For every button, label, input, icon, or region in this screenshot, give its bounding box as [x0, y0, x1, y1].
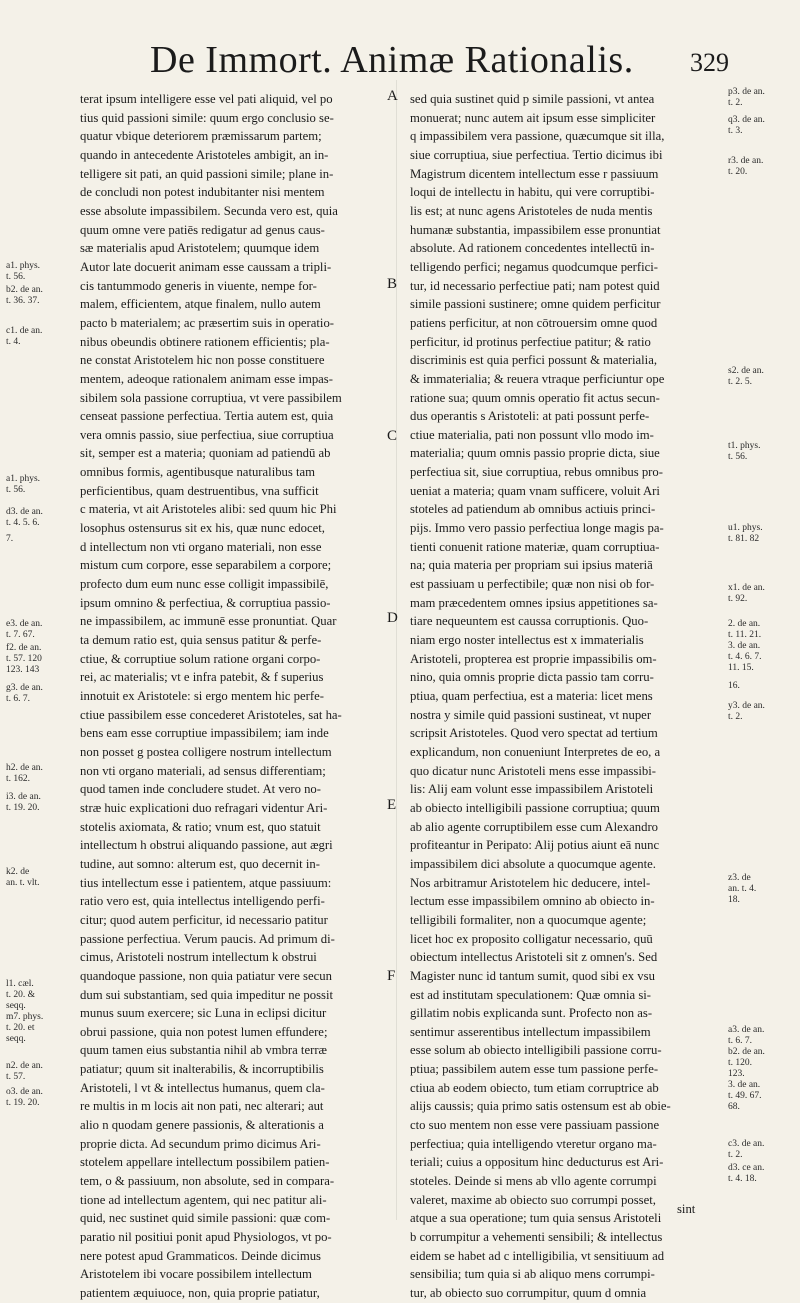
- left-marginal-note: a1. phys.: [6, 261, 41, 271]
- right-column-line: stoteles ad patiendum ab omnibus actiuis princi-: [410, 502, 656, 517]
- left-column-line: tione ad intellectum agentem, qui nec patitur ali-: [80, 1192, 327, 1207]
- right-column-line: atque a sua operatione; tum quia sensus Aristoteli: [410, 1211, 662, 1226]
- right-column-line: ab alio agente corruptibilem esse cum Alexandro: [410, 819, 659, 834]
- left-column-line: nere potest apud Grammaticos. Deinde dicimus: [80, 1248, 321, 1263]
- section-letter: A: [387, 88, 398, 104]
- left-column-line: Aristoteli, l vt & intellectus humanus, quem cla-: [80, 1080, 325, 1095]
- left-column-line: cimus, Aristoteli nostrum intellectum k obstrui: [80, 950, 317, 965]
- right-marginal-note: 18.: [728, 895, 740, 905]
- left-column-line: terat ipsum intelligere esse vel pati aliquid, vel po: [80, 92, 333, 106]
- right-column-line: est ad institutam speculationem: Quæ omnia si-: [410, 987, 652, 1002]
- left-column-line: quum tamen eius substantia nihil ab vmbra terræ: [80, 1043, 328, 1058]
- section-letter: C: [387, 428, 398, 444]
- right-column-line: profiteantur in Peripato: Alij potius aiunt eā nunc: [410, 838, 660, 853]
- right-column-line: lectum esse impassibilem omnino ab obiecto in-: [410, 894, 655, 909]
- left-column-line: paratio nil positiui ponit apud Physiologos, vt po-: [80, 1230, 332, 1245]
- left-column-line: c materia, vt ait Aristoteles alibi: sed quum hic Phi: [80, 502, 337, 517]
- left-marginal-note: t. 6. 7.: [6, 694, 31, 704]
- right-marginal-note: 16.: [728, 681, 740, 691]
- right-column-line: lis est; at nunc agens Aristoteles de nuda mentis: [410, 203, 653, 218]
- right-column-line: stoteles. Deinde si mens ab vllo agente corrumpi: [410, 1174, 657, 1189]
- right-column-line: telligendo perfici; negamus quodcumque perfici-: [410, 259, 659, 274]
- right-column-line: materialia; quum omnis passio proprie dicta, siue: [410, 446, 660, 461]
- right-marginal-note: a3. de an.: [728, 1025, 765, 1035]
- right-column-line: alijs caussis; quia primo satis ostensum est ab obie-: [410, 1099, 671, 1114]
- right-column-line: Nos arbitramur Aristotelem hic deducere, intel-: [410, 875, 651, 890]
- right-marginal-note: t. 20.: [728, 167, 748, 177]
- right-marginal-note: t. 2.: [728, 98, 743, 108]
- right-column-line: niam ergo noster intellectus est x immaterialis: [410, 633, 644, 648]
- left-marginal-note: t. 56.: [6, 272, 26, 282]
- right-column-line: teriali; cuius a oppositum hinc deducturus est Ari-: [410, 1155, 664, 1170]
- right-column-line: dus operantis s Aristoteli: at pati possunt perfe-: [410, 409, 650, 424]
- left-column-line: ctiue passibilem esse concederet Aristoteles, sat ha-: [80, 707, 342, 722]
- right-column-line: ptiua, quam perfectiua, est a materia: licet mens: [410, 689, 653, 703]
- left-marginal-note: t. 57.: [6, 1072, 26, 1082]
- left-column-line: quum omne vere patiēs redigatur ad genus caus-: [80, 222, 325, 237]
- left-column-line: proprie dicta. Ad secundum primo dicimus Ari-: [80, 1136, 321, 1151]
- right-column-line: tiare nequeuntem est caussa corruptionis. Quo-: [410, 614, 649, 629]
- left-marginal-note: n2. de an.: [6, 1061, 43, 1071]
- left-column-line: patientem æquiuoce, non, quia proprie patiatur,: [80, 1286, 320, 1300]
- left-column-line: sæ materialis apud Aristotelem; quumque idem: [80, 241, 320, 256]
- right-marginal-note: p3. de an.: [728, 87, 765, 97]
- left-column-line: innotuit ex Aristotele: si ergo mentem hic perfe-: [80, 689, 324, 703]
- right-column-line: loqui de intellectu in habitu, qui vere corruptibi-: [410, 185, 655, 200]
- left-column-line: censeat passione perfectiua. Tertia autem est, quia: [80, 409, 334, 424]
- right-marginal-note: x1. de an.: [728, 583, 765, 593]
- left-column-line: rei, ac materialis; vt e infra patebit, & f superius: [80, 670, 324, 685]
- right-column-line: sensibilia; tum quia si ab aliquo mens corrumpi-: [410, 1267, 655, 1282]
- right-column-line: Magister nunc id tantum sumit, quod sibi ex vsu: [410, 968, 655, 983]
- right-column-line: discriminis est quia perfici possunt & materialia,: [410, 353, 657, 368]
- right-marginal-note: 11. 15.: [728, 663, 754, 673]
- right-column-line: na; quia materia per propriam sui ipsius materiā: [410, 558, 653, 573]
- right-marginal-note: y3. de an.: [728, 701, 765, 711]
- left-column-line: sit, semper est a materia; quoniam ad patiendū ab: [80, 446, 331, 461]
- right-column-line: siue corruptiua, siue perfectiua. Tertio dicimus ibi: [410, 147, 663, 162]
- left-column-line: nibus obeundis obtinere rationem efficientis; pla-: [80, 334, 330, 349]
- left-column-line: quandoque passione, non quia patiatur vere secun: [80, 968, 332, 983]
- left-column-line: cis tantummodo generis in viuente, nempe for-: [80, 278, 317, 293]
- right-column-line: simile passioni sustinere; omne quidem perficitur: [410, 297, 661, 312]
- right-column-line: nino, quia omnis proprie dicta passio tam corru-: [410, 670, 654, 685]
- left-column-line: intellectum h obstrui aliquando passione, aut ægri: [80, 838, 333, 853]
- left-column-line: stotelis axiomata, & ratio; vnum est, quo statuit: [80, 819, 321, 834]
- left-marginal-note: t. 20. &: [6, 990, 36, 1000]
- right-column-line: impassibilem dici absolute a quocumque agente.: [410, 856, 656, 871]
- left-column-line: ratio vero est, quia intellectus intelligendo perfi-: [80, 894, 325, 909]
- left-marginal-note: t. 4.: [6, 337, 21, 347]
- right-column-line: ptiua; passibilem autem esse tum passione perfe-: [410, 1062, 659, 1077]
- left-marginal-note: t. 19. 20.: [6, 803, 40, 813]
- left-column-line: stræ huic explicationi duo refragari videntur Ari-: [80, 800, 328, 815]
- left-column-line: passione perfectiua. Verum paucis. Ad primum di-: [80, 931, 335, 946]
- right-column-line: licet hoc ex proposito colligatur necessario, quū: [410, 931, 653, 946]
- right-marginal-note: t. 2.: [728, 712, 743, 722]
- left-marginal-note: t. 7. 67.: [6, 630, 35, 640]
- left-marginal-note: 123. 143: [6, 665, 40, 675]
- left-column-line: mistum cum corpore, esse separabilem a corpore;: [80, 558, 332, 573]
- left-column-line: Autor late docuerit animam esse caussam a tripli-: [80, 259, 332, 274]
- left-column-line: patiatur; quum sit inalterabilis, & incorruptibilis: [80, 1062, 324, 1077]
- right-column-line: esse solum ab obiecto intelligibili passione corru-: [410, 1043, 662, 1058]
- right-column-line: ab obiecto intelligibili passione corruptiua; quum: [410, 800, 660, 815]
- left-marginal-note: an. t. vlt.: [6, 878, 40, 888]
- right-marginal-note: t. 6. 7.: [728, 1036, 753, 1046]
- left-marginal-note: t. 19. 20.: [6, 1098, 40, 1108]
- right-marginal-note: b2. de an.: [728, 1047, 765, 1057]
- right-marginal-note: t. 11. 21.: [728, 630, 762, 640]
- right-marginal-note: t. 81. 82: [728, 534, 760, 544]
- right-column-line: lis: Alij eam volunt esse impassibilem Aristoteli: [410, 782, 654, 797]
- left-column-line: losophus ostensurus sit ex his, quæ nunc edocet,: [80, 521, 325, 536]
- section-letter: B: [387, 276, 398, 292]
- left-column-line: obrui passione, quia non potest lumen effundere;: [80, 1024, 328, 1039]
- left-marginal-note: t. 4. 5. 6.: [6, 518, 40, 528]
- section-letter: D: [387, 610, 398, 626]
- right-column-line: absolute. Ad rationem concedentes intellectū in-: [410, 241, 655, 256]
- right-marginal-note: z3. de: [728, 873, 751, 883]
- right-column-line: q impassibilem vera passione, quæcumque sit illa,: [410, 129, 665, 144]
- left-column-line: non posset g postea colligere nostrum intellectum: [80, 744, 332, 759]
- right-marginal-note: 68.: [728, 1102, 740, 1112]
- left-column-line: munus suum exercere; sic Luna in eclipsi dicitur: [80, 1006, 327, 1021]
- left-marginal-notes: [6, 0, 76, 1224]
- left-column-line: pacto b materialem; ac præsertim suis in operatio-: [80, 315, 335, 330]
- right-marginal-note: t. 4. 18.: [728, 1174, 757, 1184]
- right-column-line: est passiuam u perfectibile; quæ non nisi ob for-: [410, 577, 655, 592]
- right-column-line: mam præcedentem omnes ipsius appetitiones sa-: [410, 595, 658, 610]
- right-column-line: tur, id necessario perfectiue pati; nam potest quid: [410, 278, 660, 293]
- right-column-line: gillatim nobis explicanda sunt. Profecto non as-: [410, 1006, 653, 1021]
- section-letter: E: [387, 797, 397, 813]
- right-column-line: nostra y simile quid passioni sustineat, vt nuper: [410, 707, 652, 722]
- right-marginal-note: u1. phys.: [728, 523, 763, 533]
- left-column-line: bens eam esse corruptiue impassibilem; iam inde: [80, 726, 329, 741]
- right-column-line: humanæ substantia, impassibilem esse pronuntiat: [410, 222, 661, 237]
- right-marginal-note: 2. de an.: [728, 619, 761, 629]
- right-column-line: sed quia sustinet quid p simile passioni, vt antea: [410, 92, 655, 106]
- left-column-line: mentem, adeoque rationalem animam esse impas-: [80, 371, 333, 386]
- right-column-line: b corrumpitur a vehementi sensibili; & intellectus: [410, 1230, 663, 1245]
- left-marginal-note: t. 36. 37.: [6, 296, 40, 306]
- section-letter: F: [387, 968, 396, 984]
- left-marginal-note: i3. de an.: [6, 792, 41, 802]
- right-marginal-note: t. 120.: [728, 1058, 753, 1068]
- left-marginal-note: g3. de an.: [6, 683, 43, 693]
- left-marginal-note: t. 20. et: [6, 1023, 35, 1033]
- right-marginal-note: t1. phys.: [728, 441, 761, 451]
- right-column-line: perfectiua; quia intelligendo vteretur organo ma-: [410, 1136, 657, 1151]
- left-column-line: quando in antecedente Aristoteles ambigit, an in-: [80, 147, 329, 162]
- left-marginal-note: o3. de an.: [6, 1087, 43, 1097]
- left-column-line: d intellectum non vti organo materiali, non esse: [80, 539, 322, 554]
- right-column-line: Magistrum dicentem intellectum esse r passiuum: [410, 166, 659, 181]
- left-marginal-note: k2. de: [6, 867, 30, 877]
- left-marginal-note: f2. de an.: [6, 643, 42, 653]
- right-column-line: pijs. Immo vero passio perfectiua longe magis pa-: [410, 521, 664, 536]
- right-column-line: tur, ab obiecto suo corrumpitur, quum d omnia: [410, 1286, 647, 1300]
- right-column-line: quo dicatur nunc Aristoteli mens esse impassibi-: [410, 763, 656, 778]
- left-column-line: stotelem appellare intellectum possibilem patien-: [80, 1155, 330, 1170]
- catchword: sint: [677, 1202, 696, 1216]
- page-number: 329: [690, 48, 729, 77]
- left-column-line: ta demum ratio est, quia sensus patitur & perfe-: [80, 633, 322, 648]
- right-column-line: ratione sua; quum omnis operatio fit actus secun-: [410, 390, 660, 405]
- right-marginal-note: an. t. 4.: [728, 884, 757, 894]
- right-column-line: patiens perficitur, at non cōtrouersim omne quod: [410, 315, 658, 330]
- right-marginal-note: t. 49. 67.: [728, 1091, 762, 1101]
- right-column-line: telligibili formaliter, non a quocumque agente;: [410, 912, 647, 927]
- running-title: De Immort. Animæ Rationalis.: [150, 39, 634, 81]
- left-marginal-note: seqq.: [6, 1034, 26, 1044]
- left-marginal-note: t. 56.: [6, 485, 26, 495]
- right-marginal-note: t. 3.: [728, 126, 743, 136]
- left-column-line: quid, nec sustinet quid simile passioni: quæ com-: [80, 1211, 331, 1226]
- right-marginal-note: t. 2. 5.: [728, 377, 753, 387]
- left-column-line: esse absolute impassibilem. Secunda vero est, quia: [80, 203, 338, 218]
- right-column-line: perfectiua sit, siue corruptiua, rebus omnibus pro-: [410, 465, 663, 480]
- left-column-line: omnibus formis, agentibusque naturalibus tam: [80, 465, 316, 480]
- left-marginal-note: l1. cæl.: [6, 979, 34, 989]
- left-column-line: perficientibus, quam destruentibus, vna sufficit: [80, 483, 319, 498]
- left-marginal-note: 7.: [6, 534, 14, 544]
- left-column-line: ctiue, & corruptiue solum ratione organi corpo-: [80, 651, 321, 666]
- left-marginal-note: b2. de an.: [6, 285, 43, 295]
- right-column-line: valeret, maxime ab obiecto suo corrumpi posset,: [410, 1192, 656, 1207]
- right-column-line: tienti conuenit ratione materiæ, quam corruptiua-: [410, 539, 660, 554]
- right-column-line: ueniat a materia; quam vnam sufficere, voluit Ari: [410, 483, 660, 498]
- right-column-line: obiectum intellectus Aristoteli sit z omnen's. Sed: [410, 950, 658, 965]
- right-column-line: & immaterialia; & reuera vtraque perficiuntur ope: [410, 371, 665, 386]
- left-column-line: tius intellectum esse i patientem, atque passiuum:: [80, 875, 332, 890]
- right-column-line: sentimur asserentibus intellectum impassibilem: [410, 1024, 651, 1039]
- right-marginal-note: t. 92.: [728, 594, 748, 604]
- right-marginal-note: t. 2.: [728, 1150, 743, 1160]
- left-column-line: malem, efficientem, atque finalem, nullo autem: [80, 297, 321, 312]
- left-column-line: alio n quodam genere passionis, & alterationis a: [80, 1118, 324, 1133]
- left-column-line: dum sui substantiam, sed quia impeditur ne possit: [80, 987, 334, 1002]
- left-column-line: sibilem sola passione corruptiua, vt vere passibilem: [80, 390, 342, 405]
- left-marginal-note: a1. phys.: [6, 474, 41, 484]
- right-column-line: ctiua ab eodem obiecto, tum etiam corruptrice ab: [410, 1080, 659, 1095]
- left-column-line: re multis in m locis ait non pati, nec alterari; aut: [80, 1099, 324, 1114]
- left-marginal-note: d3. de an.: [6, 507, 43, 517]
- left-marginal-note: seqq.: [6, 1001, 26, 1011]
- right-column-line: perficitur, id protinus perfectiue patitur; & ratio: [410, 334, 651, 349]
- left-column-line: non vti organo materiali, ad sensus differentiam;: [80, 763, 326, 778]
- right-column-line: cto suo mentem non esse vere passiuam passione: [410, 1118, 660, 1133]
- right-marginal-note: r3. de an.: [728, 156, 764, 166]
- right-marginal-note: q3. de an.: [728, 115, 765, 125]
- right-marginal-note: t. 4. 6. 7.: [728, 652, 762, 662]
- column-gutter: [396, 80, 397, 1220]
- right-column-line: ctiue materialia, pati non possunt vllo modo im-: [410, 427, 654, 442]
- left-marginal-note: t. 57. 120: [6, 654, 42, 664]
- right-marginal-note: t. 56.: [728, 452, 748, 462]
- right-marginal-note: c3. de an.: [728, 1139, 765, 1149]
- right-column-line: monuerat; nunc autem ait ipsum esse simpliciter: [410, 110, 656, 125]
- right-column-line: Aristoteli, propterea est proprie impassibilis om-: [410, 651, 657, 666]
- left-column-line: profecto dum eum nunc esse colligit impassibilē,: [80, 577, 329, 592]
- right-text-column: [410, 90, 702, 1300]
- left-column-line: tius quid passioni simile: quum ergo conclusio se-: [80, 110, 334, 125]
- left-marginal-note: m7. phys.: [6, 1012, 44, 1022]
- left-column-line: vera omnis passio, siue perfectiua, siue corruptiua: [80, 427, 334, 442]
- right-column-line: explicandum, non conueniunt Interpretes de eo, a: [410, 744, 661, 759]
- right-marginal-note: s2. de an.: [728, 366, 764, 376]
- page-header: [0, 38, 800, 82]
- left-marginal-note: e3. de an.: [6, 619, 43, 629]
- left-column-line: Aristotelem ibi vocare possibilem intellectum: [80, 1267, 312, 1282]
- left-column-line: quatur vbique deteriorem præmissarum partem;: [80, 129, 322, 144]
- left-column-line: citur; quod autem perficitur, id necessario patitur: [80, 912, 328, 927]
- left-column-line: quod tamen inde concludere studet. At vero no-: [80, 782, 321, 797]
- right-marginal-note: 3. de an.: [728, 1080, 761, 1090]
- left-text-column: [80, 90, 380, 1300]
- right-marginal-notes: [728, 0, 798, 1224]
- left-column-line: ne impassibilem, ac immunē esse pronuntiat. Quar: [80, 614, 337, 629]
- left-column-line: tem, o & passiuum, non absolute, sed in compara-: [80, 1174, 335, 1189]
- right-marginal-note: d3. ce an.: [728, 1163, 765, 1173]
- left-column-line: tudine, aut somno: alterum est, quo decernit in-: [80, 856, 320, 871]
- right-marginal-note: 123.: [728, 1069, 745, 1079]
- left-column-line: telligere sit pati, an quid passioni simile; plane in-: [80, 166, 334, 181]
- right-marginal-note: 3. de an.: [728, 641, 761, 651]
- left-column-line: de concludi non potest indubitanter nisi mentem: [80, 185, 325, 200]
- left-marginal-note: c1. de an.: [6, 326, 43, 336]
- left-marginal-note: t. 162.: [6, 774, 31, 784]
- left-column-line: ipsum omnino & perfectiua, & corruptiua passio-: [80, 595, 331, 610]
- right-column-line: scripsit Aristoteles. Quod vero spectat ad tertium: [410, 726, 658, 741]
- left-column-line: ne constat Aristotelem hic non posse constituere: [80, 353, 325, 368]
- left-marginal-note: h2. de an.: [6, 763, 43, 773]
- right-column-line: eidem se habet ad c intelligibilia, vt sensitiuum ad: [410, 1248, 665, 1263]
